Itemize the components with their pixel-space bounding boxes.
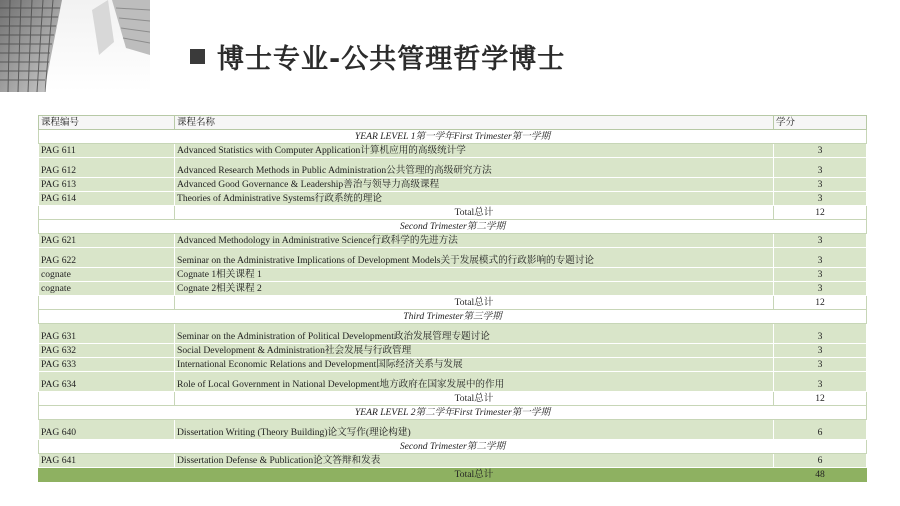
- total-blank: [39, 296, 175, 310]
- header-name: 课程名称: [175, 116, 774, 130]
- term-row: [39, 310, 867, 324]
- header-code: 课程编号: [39, 116, 175, 130]
- building-photo: [0, 0, 150, 92]
- total-row: [39, 392, 867, 406]
- course-credit: 3: [774, 144, 867, 158]
- course-row: [39, 144, 867, 158]
- term-label: Second Trimester第二学期: [39, 440, 867, 454]
- course-row: [39, 324, 867, 344]
- course-name: Seminar on the Administrative Implications of Development Models关于发展模式的行政影响的专题讨论: [175, 248, 774, 268]
- course-row: [39, 358, 867, 372]
- term-row: [39, 130, 867, 144]
- slide-title: [190, 34, 565, 78]
- course-name: Dissertation Writing (Theory Building)论文写作(理论构建): [175, 420, 774, 440]
- course-code: PAG 634: [39, 372, 175, 392]
- course-code: PAG 611: [39, 144, 175, 158]
- course-code: PAG 614: [39, 192, 175, 206]
- square-bullet-icon: [190, 49, 205, 64]
- term-row: [39, 220, 867, 234]
- total-value: 12: [774, 206, 867, 220]
- course-code: PAG 640: [39, 420, 175, 440]
- course-credit: 3: [774, 192, 867, 206]
- term-label: YEAR LEVEL 2第二学年First Trimester第一学期: [39, 406, 867, 420]
- course-credit: 3: [774, 372, 867, 392]
- course-name: Advanced Statistics with Computer Application计算机应用的高级统计学: [175, 144, 774, 158]
- course-name: Social Development & Administration社会发展与行政管理: [175, 344, 774, 358]
- term-label: Third Trimester第三学期: [39, 310, 867, 324]
- course-credit: 3: [774, 158, 867, 178]
- term-row: [39, 406, 867, 420]
- grand-total-value: 48: [774, 468, 867, 482]
- course-row: [39, 372, 867, 392]
- course-name: International Economic Relations and Development国际经济关系与发展: [175, 358, 774, 372]
- course-row: [39, 454, 867, 468]
- course-name: Advanced Methodology in Administrative Science行政科学的先进方法: [175, 234, 774, 248]
- course-credit: 3: [774, 268, 867, 282]
- term-label: YEAR LEVEL 1第一学年First Trimester第一学期: [39, 130, 867, 144]
- course-code: cognate: [39, 282, 175, 296]
- course-code: PAG 631: [39, 324, 175, 344]
- course-credit: 3: [774, 358, 867, 372]
- course-row: [39, 248, 867, 268]
- course-name: Cognate 2相关课程 2: [175, 282, 774, 296]
- grand-total-label: Total总计: [175, 468, 774, 482]
- course-credit: 3: [774, 344, 867, 358]
- course-credit: 6: [774, 420, 867, 440]
- course-row: [39, 234, 867, 248]
- course-credit: 3: [774, 282, 867, 296]
- total-label: Total总计: [175, 206, 774, 220]
- course-credit: 3: [774, 324, 867, 344]
- course-credit: 3: [774, 248, 867, 268]
- course-name: Advanced Research Methods in Public Administration公共管理的高级研究方法: [175, 158, 774, 178]
- course-credit: 3: [774, 178, 867, 192]
- course-name: Dissertation Defense & Publication论文答辩和发表: [175, 454, 774, 468]
- course-row: [39, 420, 867, 440]
- table-header-row: [39, 116, 867, 130]
- course-code: PAG 622: [39, 248, 175, 268]
- course-code: PAG 632: [39, 344, 175, 358]
- total-blank: [39, 392, 175, 406]
- course-code: PAG 612: [39, 158, 175, 178]
- course-row: [39, 268, 867, 282]
- total-label: Total总计: [175, 392, 774, 406]
- total-row: [39, 206, 867, 220]
- header-credit: 学分: [774, 116, 867, 130]
- term-label: Second Trimester第二学期: [39, 220, 867, 234]
- course-name: Theories of Administrative Systems行政系统的理论: [175, 192, 774, 206]
- course-code: PAG 613: [39, 178, 175, 192]
- course-name: Cognate 1相关课程 1: [175, 268, 774, 282]
- total-value: 12: [774, 296, 867, 310]
- total-value: 12: [774, 392, 867, 406]
- total-label: Total总计: [175, 296, 774, 310]
- course-code: cognate: [39, 268, 175, 282]
- course-row: [39, 192, 867, 206]
- course-name: Role of Local Government in National Development地方政府在国家发展中的作用: [175, 372, 774, 392]
- course-code: PAG 633: [39, 358, 175, 372]
- course-row: [39, 178, 867, 192]
- total-blank: [39, 206, 175, 220]
- course-name: Seminar on the Administration of Political Development政治发展管理专题讨论: [175, 324, 774, 344]
- course-row: [39, 158, 867, 178]
- course-table: [38, 115, 867, 482]
- total-row: [39, 296, 867, 310]
- course-credit: 6: [774, 454, 867, 468]
- title-text: 博士专业-公共管理哲学博士: [217, 43, 566, 75]
- grand-total-blank: [39, 468, 175, 482]
- course-code: PAG 641: [39, 454, 175, 468]
- course-credit: 3: [774, 234, 867, 248]
- term-row: [39, 440, 867, 454]
- grand-total-row: [39, 468, 867, 482]
- course-row: [39, 344, 867, 358]
- course-name: Advanced Good Governance & Leadership善治与领导力高级课程: [175, 178, 774, 192]
- course-row: [39, 282, 867, 296]
- course-code: PAG 621: [39, 234, 175, 248]
